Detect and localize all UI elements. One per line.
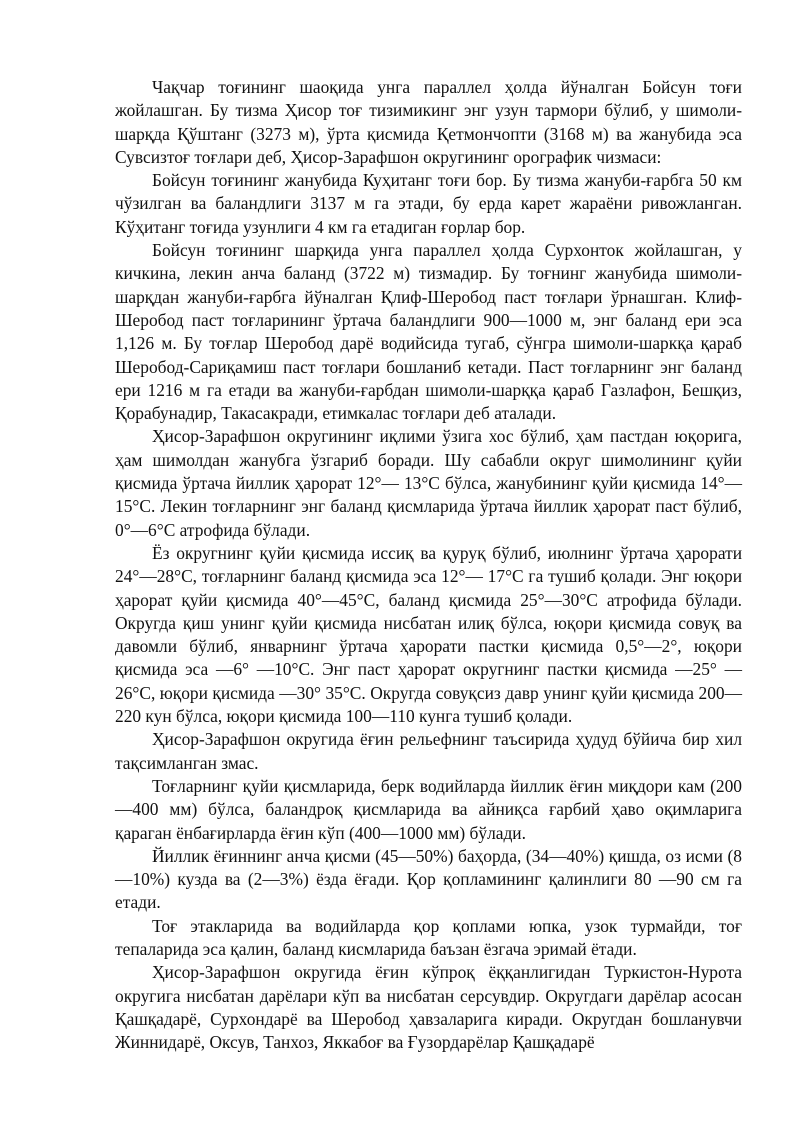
paragraph: Ҳисор-Зарафшон округининг иқлими ўзига хос бўлиб, ҳам пастдан юқорига, ҳам шимолдан жанубга ўзгариб боради. Шу сабабли округ шимолининг қуйи қисмида ўртача йиллик ҳарорат 12°— 13°С бўлса, жанубининг қуйи қисмида 14°—15°С. Лекин тоғларнинг энг баланд қисмларида ўртача йиллик ҳарорат паст бўлиб, 0°—6°С атрофида бўлади.: [115, 426, 742, 540]
paragraph: Бойсун тоғининг шарқида унга параллел ҳолда Сурхонток жойлашган, у кичкина, лекин анча баланд (3722 м) тизмадир. Бу тоғнинг жанубида шимоли-шарқдан жануби-ғарбга йўналган Қлиф-Шеробод паст тоғлари ўрнашган. Клиф-Шеробод паст тоғларининг ўртача баландлиги 900—1000 м, энг баланд ери эса 1,126 м. Бу тоғлар Шеробод дарё водийсида тугаб, сўнгра шимоли-шаркқа қараб Шеробод-Сариқамиш паст тоғлари бошланиб кетади. Паст тоғларнинг энг баланд ери 1216 м га етади ва жануби-ғарбдан шимоли-шарққа қараб Газлафон, Бешқиз, Қорабунадир, Такасакради, етимкалас тоғлари деб аталади.: [115, 240, 742, 424]
paragraph: Ҳисор-Зарафшон округида ёғин кўпроқ ёққанлигидан Туркистон-Нурота округига нисбатан дарёлари кўп ва нисбатан серсувдир. Округдаги дарёлар асосан Қашқадарё, Сурхондарё ва Шеробод ҳавзаларига киради. Округдан бошланувчи Жиннидарё, Оксув, Танхоз, Яккабоғ ва Ғузордарёлар Қашқадарё: [115, 962, 742, 1053]
paragraph: Тоғ этакларида ва водийларда қор қоплами юпка, узок турмайди, тоғ тепаларида эса қалин, баланд кисмларида баъзан ёзгача эримай ётади.: [115, 915, 742, 959]
paragraph: Йиллик ёғиннинг анча қисми (45—50%) баҳорда, (34—40%) қишда, оз исми (8—10%) кузда ва (2—3%) ёзда ёғади. Қор қопламининг қалинлиги 80 —90 см га етади.: [115, 845, 742, 913]
document-page: [115, 76, 742, 1054]
paragraph: Ҳисор-Зарафшон округида ёғин рельефнинг таъсирида ҳудуд бўйича бир хил тақсимланган змас.: [115, 729, 742, 773]
paragraph: Бойсун тоғининг жанубида Куҳитанг тоғи бор. Бу тизма жануби-ғарбга 50 км чўзилган ва баландлиги 3137 м га этади, бу ерда карет жараёни ривожланган. Кўҳитанг тоғида узунлиги 4 км га етадиган ғорлар бор.: [115, 170, 742, 237]
paragraph: Чақчар тоғининг шаоқида унга параллел ҳолда йўналган Бойсун тоғи жойлашган. Бу тизма Ҳисор тоғ тизимикинг энг узун тармори бўлиб, у шимоли-шарқда Қўштанг (3273 м), ўрта қисмида Қетмончопти (3168 м) ва жанубида эса Сувсизтоғ тоғлари деб, Ҳисор-Зарафшон округининг орографик чизмаси:: [115, 77, 742, 167]
paragraph: Ёз округнинг қуйи қисмида иссиқ ва қуруқ бўлиб, июлнинг ўртача ҳарорати 24°—28°С, тоғларнинг баланд қисмида эса 12°— 17°С га тушиб қолади. Энг юқори ҳарорат қуйи қисмида 40°—45°С, баланд қисмида 25°—30°С атрофида бўлади. Округда қиш унинг қуйи қисмида нисбатан илиқ бўлса, юқори қисмида совуқ ва давомли бўлиб, январнинг ўртача ҳарорати пастки қисмида 0,5°—2°, юқори қисмида эса —6° —10°С. Энг паст ҳарорат округнинг пастки қисмида —25° —26°С, юқори қисмида —30° 35°С. Округда совуқсиз давр унинг қуйи қисмида 200—220 кун бўлса, юқори қисмида 100—110 кунга тушиб қолади.: [115, 542, 742, 727]
paragraph: Тоғларнинг қуйи қисмларида, берк водийларда йиллик ёғин миқдори кам (200—400 мм) бўлса, баландроқ қисмларида ва айниқса ғарбий ҳаво оқимларига қараган ёнбағирларда ёғин кўп (400—1000 мм) бўлади.: [115, 775, 742, 843]
